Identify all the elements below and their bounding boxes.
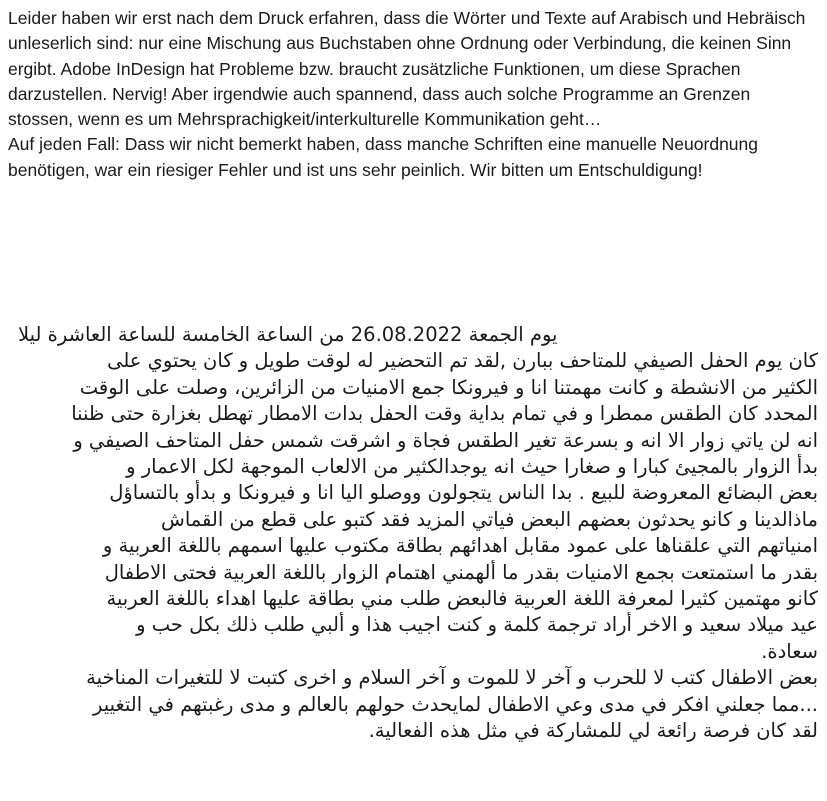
- arabic-line: كان يوم الحفل الصيفي للمتاحف ببارن ,لقد تم التحضير له لوقت طويل و كان يحتوي على: [107, 349, 818, 373]
- german-apology-note: [8, 6, 820, 183]
- arabic-line: عيد ميلاد سعيد و الاخر أراد ترجمة كلمة و كنت اجيب هذا و ألبي طلب ذلك بكل حب و: [136, 613, 818, 637]
- arabic-line: بعض البضائع المعروضة للبيع . بدا الناس يتجولون ووصلو اليا انا و فيرونكا و بدأو بالتساؤل: [109, 481, 818, 505]
- arabic-line: الكثير من الانشطة و كانت مهمتنا انا و فيرونكا جمع الامنيات من الزائرين، وصلت على الوقت: [79, 375, 818, 399]
- arabic-line: بدأ الزوار بالمجيئ كبارا و صغارا حيث انه يوجدالكثير من الالعاب الموجهة لكل الاعمار و: [126, 455, 818, 479]
- german-paragraph-1: Leider haben wir erst nach dem Druck erfahren, dass die Wörter und Texte auf Arabisch und Hebräisch unleserlich sind: nur eine Mischung aus Buchstaben ohne Ordnung oder Verbindung, die keinen Sinn ergibt. Adobe InDesign hat Probleme bzw. braucht zusätzliche Funktionen, um diese Sprachen darzustellen. Nervig! Aber irgendwie auch spannend, dass auch solche Programme an Grenzen stossen, wenn es um Mehrsprachigkeit/interkulturelle Kommunikation geht…: [8, 8, 806, 130]
- arabic-line: ماذالدينا و كانو يحدثون بعضهم البعض فياتي المزيد فقد كتبو على قطع من القماش: [161, 507, 818, 531]
- arabic-line: امنياتهم التي علقناها على عمود مقابل اهدائهم بطاقة مكتوب عليها اسمهم باللغة العربية و: [102, 534, 818, 558]
- arabic-line: ...مما جعلني افكر في مدى وعي الاطفال لمايحدث حولهم بالعالم و مدى رغبتهم في التغيير: [92, 692, 818, 716]
- german-paragraph-2: Auf jeden Fall: Dass wir nicht bemerkt haben, dass manche Schriften eine manuelle Neuordnung benötigen, war ein riesiger Fehler und ist uns sehr peinlich. Wir bitten um Entschuldigung!: [8, 134, 758, 180]
- arabic-line: بقدر ما استمتعت بجمع الامنيات بقدر ما ألهمني اهتمام الزوار باللغة العربية فحتى الاطفال: [104, 560, 818, 584]
- arabic-line: انه لن ياتي زوار الا انه و بسرعة تغير الطقس فجاة و اشرقت شمس حفل المتاحف الصيفي و: [73, 428, 818, 452]
- arabic-line: سعادة.: [761, 639, 818, 663]
- arabic-line: بعض الاطفال كتب لا للحرب و آخر لا للموت و آخر السلام و اخرى كتبت لا للتغيرات المناخية: [86, 666, 818, 690]
- arabic-line: المحدد كان الطقس ممطرا و في تمام بداية وقت الحفل بدات الامطار تهطل بغزارة حتى ظننا: [71, 402, 818, 426]
- arabic-event-report: [8, 322, 818, 745]
- arabic-date-line: يوم الجمعة 26.08.2022 من الساعة الخامسة للساعة العاشرة ليلا: [18, 323, 558, 346]
- arabic-line: كانو مهتمين كثيرا لمعرفة اللغة العربية فالبعض طلب مني بطاقة عليها اهداء باللغة العربية: [106, 587, 818, 611]
- arabic-line: لقد كان فرصة رائعة لي للمشاركة في مثل هذه الفعالية.: [368, 719, 818, 743]
